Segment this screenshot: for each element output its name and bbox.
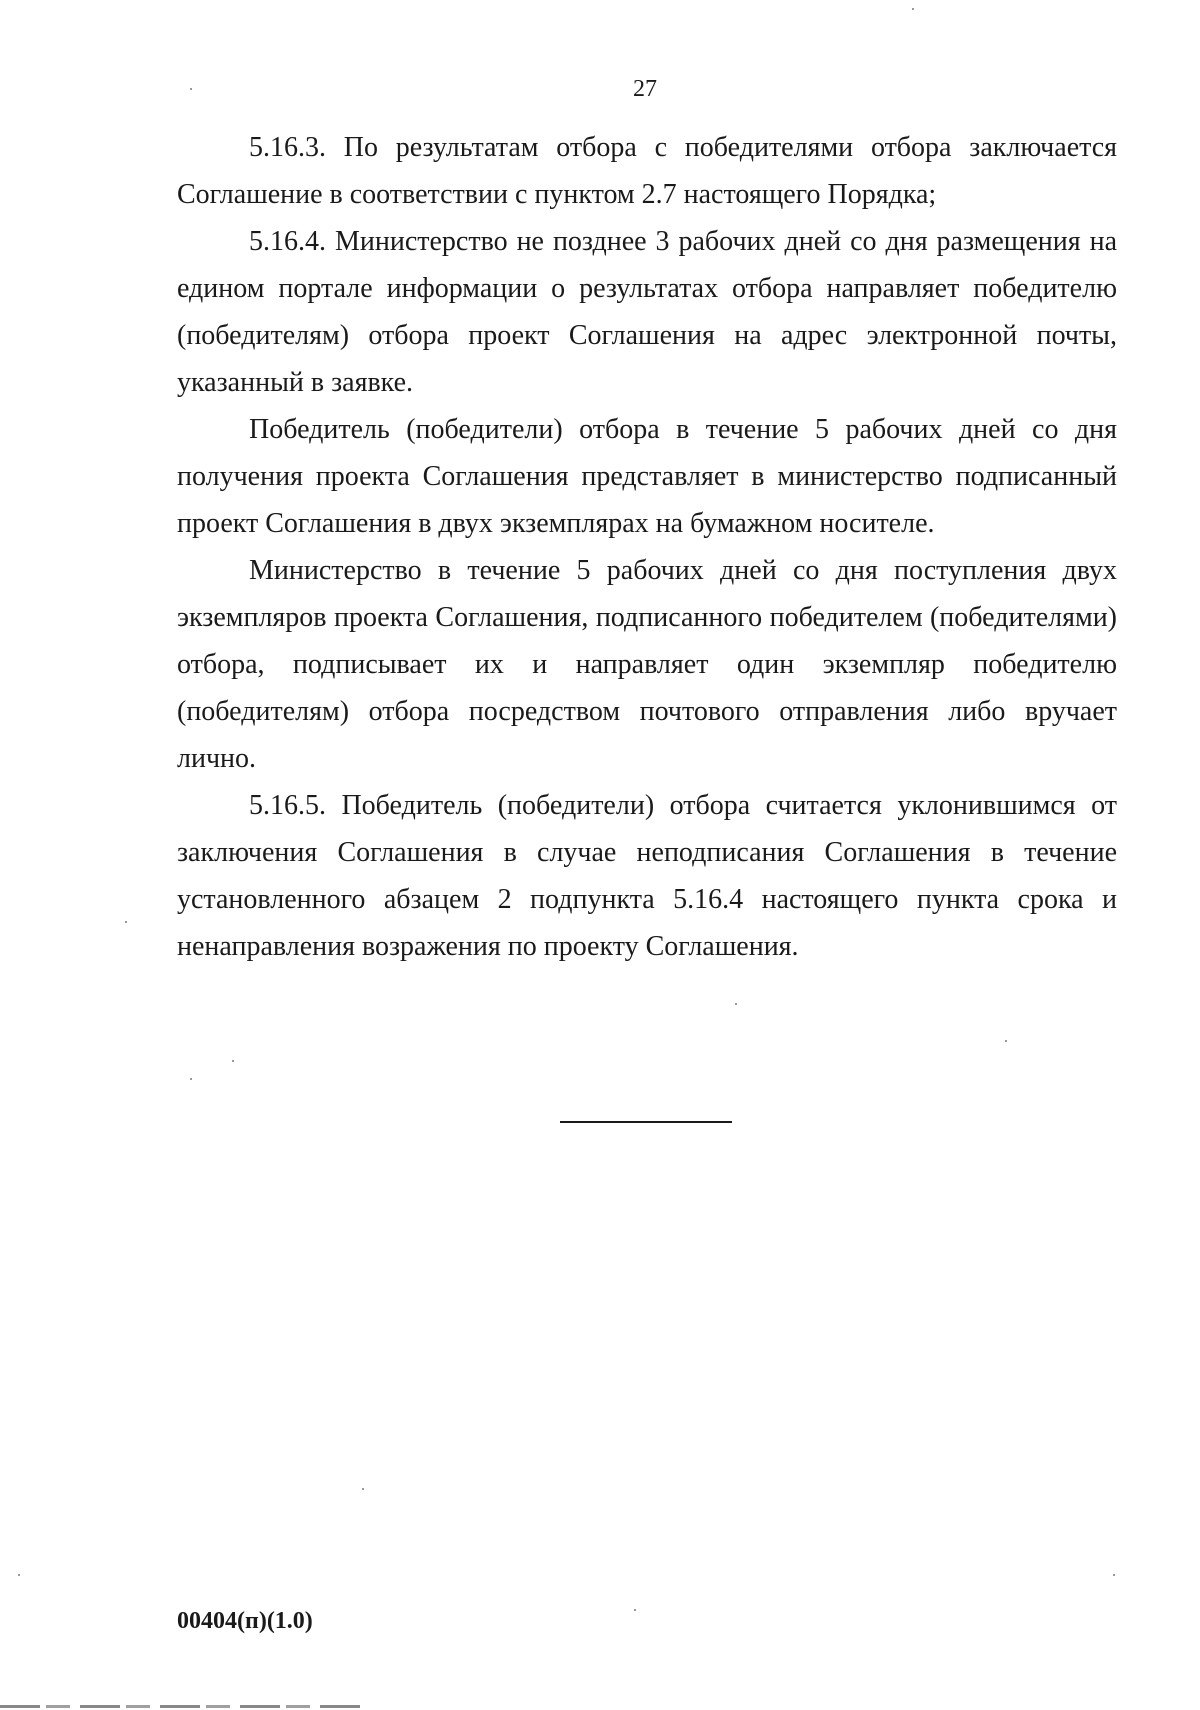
scan-speck	[232, 1060, 234, 1062]
end-separator-line	[560, 1121, 732, 1123]
scan-speck	[125, 921, 127, 923]
paragraph-5-16-5: 5.16.5. Победитель (победители) отбора считается уклонившимся от заключения Соглашения в случае неподписания Соглашения в течение установленного абзацем 2 подпункта 5.16.4 настоящего пункта срока и ненаправления возражения по проекту Соглашения.	[177, 790, 1117, 962]
scan-speck	[190, 88, 192, 90]
page-number: 27	[633, 76, 657, 102]
scan-edge-artifact	[0, 1705, 360, 1708]
paragraph-ministry-signing: Министерство в течение 5 рабочих дней со дня поступления двух экземпляров проекта Соглашения, подписанного победителем (победителями) отбора, подписывает их и направляет один экземпляр победителю (победителям) отбора посредством почтового отправления либо вручает лично.	[177, 555, 1117, 774]
scan-speck	[735, 1003, 737, 1005]
paragraph-5-16-3: 5.16.3. По результатам отбора с победителями отбора заключается Соглашение в соответствии с пунктом 2.7 настоящего Порядка;	[177, 132, 1117, 210]
paragraph-winner-signing: Победитель (победители) отбора в течение 5 рабочих дней со дня получения проекта Соглашения представляет в министерство подписанный проект Соглашения в двух экземплярах на бумажном носителе.	[177, 414, 1117, 539]
paragraph-5-16-4: 5.16.4. Министерство не позднее 3 рабочих дней со дня размещения на едином портале информации о результатах отбора направляет победителю (победителям) отбора проект Соглашения на адрес электронной почты, указанный в заявке.	[177, 226, 1117, 398]
scan-speck	[362, 1488, 364, 1490]
document-code: 00404(п)(1.0)	[177, 1608, 313, 1634]
scan-speck	[1113, 1574, 1115, 1576]
scan-speck	[634, 1609, 636, 1611]
scan-speck	[1005, 1040, 1007, 1042]
scan-speck	[912, 8, 914, 10]
scan-speck	[18, 1574, 20, 1576]
scan-speck	[190, 1078, 192, 1080]
document-body	[177, 124, 1117, 970]
